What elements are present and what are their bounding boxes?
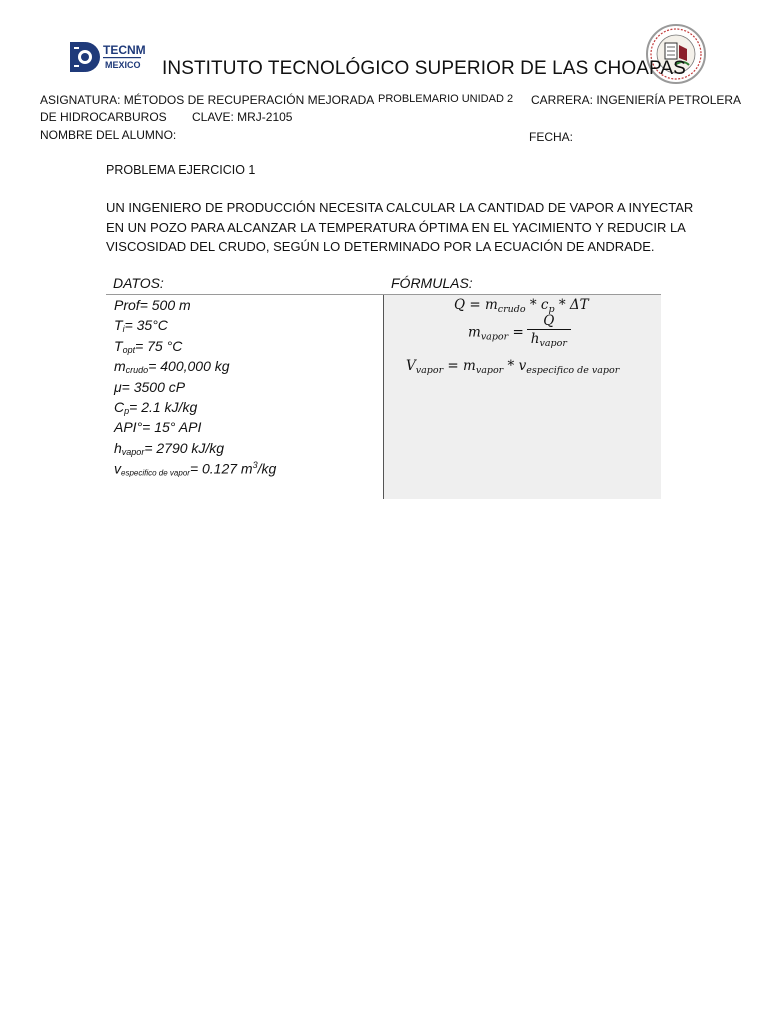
problem-statement [106,198,694,257]
datos-item: $T_i= 35^\circ C$ [114,317,168,335]
statement-line: UN INGENIERO DE PRODUCCIÓN NECESITA CALCULAR LA CANTIDAD DE VAPOR A INYECTAR [106,200,694,215]
datos-cell [106,295,383,499]
tecnm-logo [68,33,148,83]
datos-item: $T_{opt}= 75$ °C [114,337,183,355]
formulas-cell [384,295,661,499]
statement-line: EN UN POZO PARA ALCANZAR LA TEMPERATURA ÓPTIMA EN EL YACIMIENTO Y REDUCIR LA [106,219,686,235]
formula-steam-mass: $m_{vapor}$ = $\frac{Q}{h_{vapor}}$ [468,313,571,353]
subject-label: ASIGNATURA: MÉTODOS DE RECUPERACIÓN MEJORADA [40,93,375,107]
date-label: FECHA: [529,130,574,144]
datos-item: Prof= 500 m [114,297,191,313]
datos-item: μ= 3500 cP [114,378,186,395]
career-label: CARRERA: INGENIERÍA PETROLERA [531,93,742,107]
datos-item: $h_{vapor}= 2790$ kJ/kg [114,439,225,457]
subject-label-continued: DE HIDROCARBUROS [40,110,167,124]
statement-line: VISCOSIDAD DEL CRUDO, SEGÚN LO DETERMINADO POR LA ECUACIÓN DE ANDRADE. [106,239,655,254]
logo-text-top: TECNM [103,43,146,57]
institute-name: INSTITUTO TECNOLÓGICO SUPERIOR DE LAS CHOAPAS [162,58,686,79]
course-code-label: CLAVE: MRJ-2105 [192,110,293,124]
formulas-header: FÓRMULAS: [391,275,473,291]
datos-item: $m_{crudo}= 400,000$ kg [114,358,230,376]
datos-item: API°= 15° API [114,419,202,436]
logo-text-bottom: MEXICO [105,60,141,70]
formula-steam-volume: $V_{vapor} = m_{vapor} * v_{especifico de vapor}$ [406,358,620,376]
datos-item: $v_{especifico de vapor}= 0.127$ $m^3/kg$ [114,460,277,478]
student-name-label: NOMBRE DEL ALUMNO: [40,128,177,142]
datos-header: DATOS: [113,275,164,291]
problem-title: PROBLEMA EJERCICIO 1 [106,163,256,177]
formula-heat: $Q = m_{crudo} * c_p * \Delta T$ [454,297,589,315]
datos-item: $C_p= 2.1$ kJ/kg [114,399,198,416]
data-formulas-table [106,274,661,499]
problemario-label: PROBLEMARIO UNIDAD 2 [378,93,514,105]
